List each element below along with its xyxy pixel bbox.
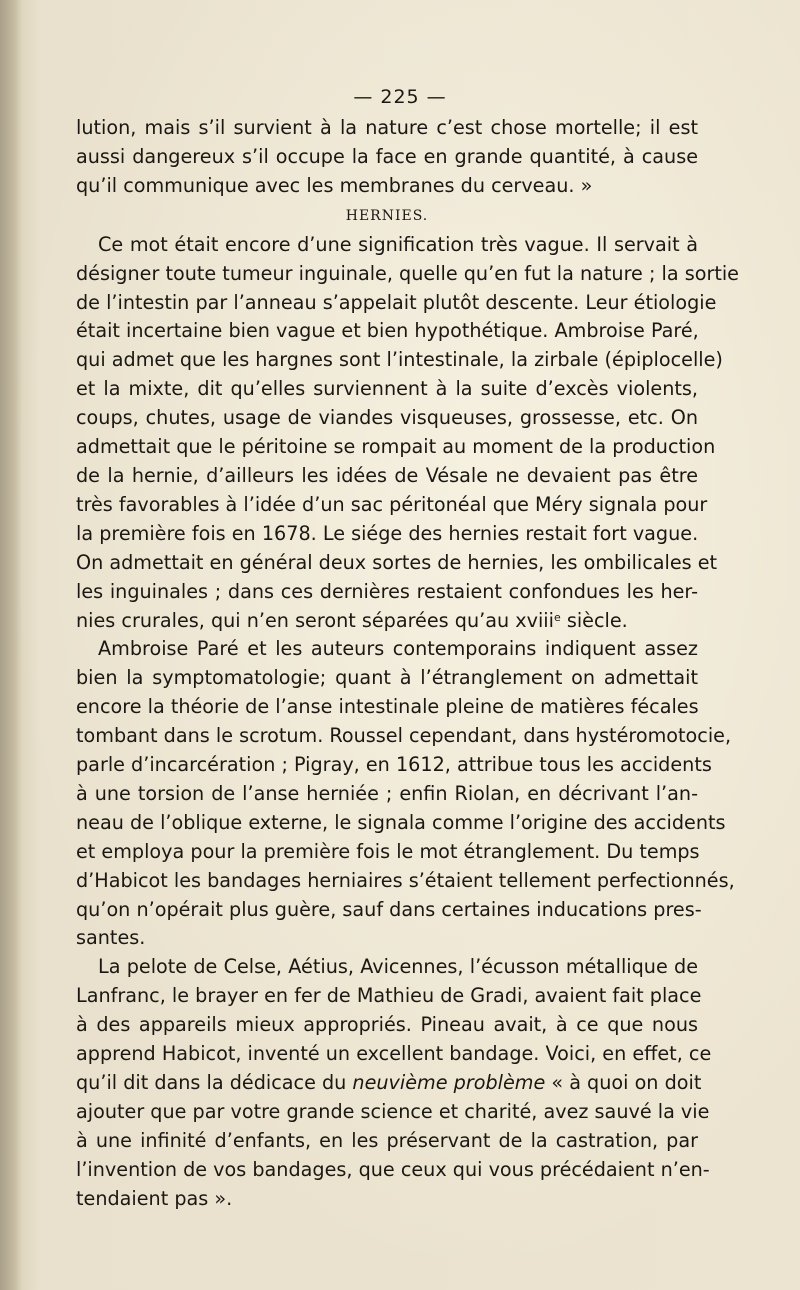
text-line: Ambroise Paré et les auteurs contemporains indiquent assez	[98, 637, 698, 661]
text-line: santes.	[76, 926, 146, 950]
binding-gutter	[0, 0, 22, 1290]
text-line: encore la théorie de l’anse intestinale pleine de matières fécales	[76, 695, 699, 719]
century-numeral: xviii	[515, 608, 554, 632]
text-line: de la hernie, d’ailleurs les idées de Vésale ne devaient pas être	[76, 463, 698, 487]
text-line: désigner toute tumeur inguinale, quelle qu’en fut la nature ; la sortie	[76, 261, 739, 285]
text-line: lution, mais s’il survient à la nature c’est chose mortelle; il est	[76, 116, 698, 139]
text-line	[76, 607, 698, 636]
text-line: parle d’incarcération ; Pigray, en 1612, attribue tous les accidents	[76, 753, 712, 777]
body-text	[76, 114, 739, 1214]
text-line: La pelote de Celse, Aétius, Avicennes, l’écusson métallique de	[98, 955, 698, 979]
text-line: et employa pour la première fois le mot étranglement. Du temps	[76, 839, 700, 863]
century-superscript: e	[553, 610, 561, 624]
text-line: qui admet que les hargnes sont l’intestinale, la zirbale (épiplocelle)	[76, 348, 723, 372]
text-line: On admettait en général deux sortes de hernies, les ombilicales et	[76, 550, 718, 574]
text-line	[76, 1069, 702, 1098]
text-line: bien la symptomatologie; quant à l’étranglement on admettait	[76, 666, 698, 690]
text-line: ajouter que par votre grande science et charité, avez sauvé la vie	[76, 1099, 710, 1123]
italic-title: neuvième problème	[352, 1071, 546, 1094]
text-fragment: nies crurales, qui n’en seront séparées qu’au	[76, 608, 516, 632]
text-fragment: « à quoi on doit	[545, 1071, 702, 1094]
text-line: l’invention de vos bandages, que ceux qui vous précédaient n’en-	[76, 1157, 710, 1181]
text-fragment: siècle.	[560, 608, 628, 632]
text-line: coups, chutes, usage de viandes visqueuses, grossesse, etc. On	[76, 406, 698, 430]
text-line: et la mixte, dit qu’elles surviennent à la suite d’excès violents,	[76, 377, 698, 401]
text-line: admettait que le péritoine se rompait au moment de la production	[76, 435, 716, 459]
text-line: neau de l’oblique externe, le signala comme l’origine des accidents	[76, 810, 726, 834]
text-line: Lanfranc, le brayer en fer de Mathieu de Gradi, avaient fait place	[76, 984, 702, 1008]
text-line: à une infinité d’enfants, en les préservant de la castration, par	[76, 1128, 698, 1152]
text-line: d’Habicot les bandages herniaires s’étaient tellement perfectionnés,	[76, 868, 735, 892]
text-line: à des appareils mieux appropriés. Pineau avait, à ce que nous	[76, 1013, 698, 1037]
page-number: — 225 —	[353, 86, 447, 108]
text-line: était incertaine bien vague et bien hypothétique. Ambroise Paré,	[76, 319, 699, 343]
text-line: aussi dangereux s’il occupe la face en grande quantité, à cause	[76, 144, 698, 168]
text-fragment: qu’il dit dans la dédicace du	[76, 1071, 353, 1094]
text-line: qu’on n’opérait plus guère, sauf dans certaines inducations pres-	[76, 897, 702, 921]
section-heading: HERNIES.	[345, 207, 429, 224]
text-line: tendaient pas ».	[76, 1186, 233, 1210]
text-line: à une torsion de l’anse herniée ; enfin Riolan, en décrivant l’an-	[76, 781, 698, 805]
text-line: la première fois en 1678. Le siége des hernies restait fort vague.	[76, 521, 699, 545]
text-line: apprend Habicot, inventé un excellent bandage. Voici, en effet, ce	[76, 1042, 712, 1066]
text-line: les inguinales ; dans ces dernières restaient confondues les her-	[76, 579, 698, 603]
text-line: de l’intestin par l’anneau s’appelait plutôt descente. Leur étiologie	[76, 290, 717, 314]
text-line: très favorables à l’idée d’un sac péritonéal que Méry signala pour	[76, 492, 708, 516]
text-line: tombant dans le scrotum. Roussel cependant, dans hystéromotocie,	[76, 724, 732, 748]
text-line: qu’il communique avec les membranes du cerveau. »	[76, 173, 593, 197]
text-line: Ce mot était encore d’une signification très vague. Il servait à	[98, 232, 698, 256]
